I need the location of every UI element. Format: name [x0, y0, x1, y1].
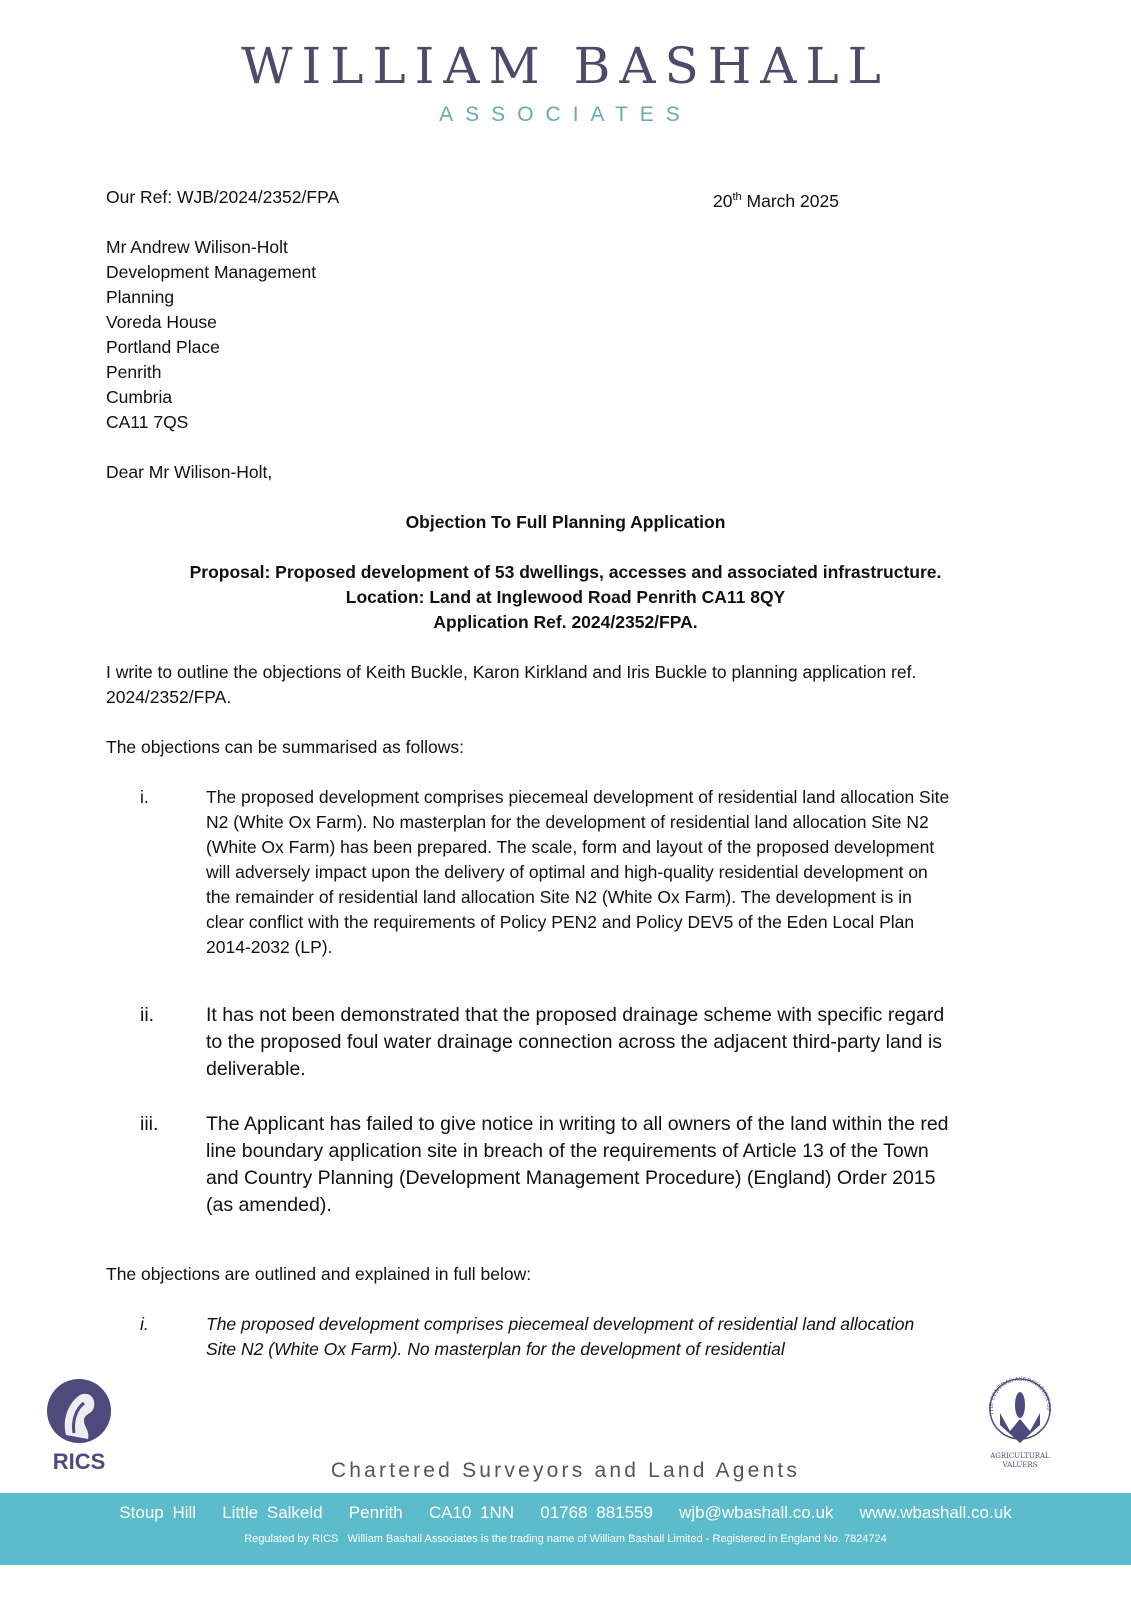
address-line: Planning	[106, 287, 175, 307]
item-number: ii.	[140, 1004, 155, 1026]
item-number: i.	[140, 1314, 149, 1334]
address-line: Mr Andrew Wilison-Holt	[106, 237, 288, 257]
proposal-line: Proposal: Proposed development of 53 dwellings, accesses and associated infrastructure.	[189, 562, 942, 582]
cav-label: AGRICULTURAL VALUERS	[990, 1452, 1050, 1469]
item-text: The proposed development comprises piecemeal development of residential land allocation Site N2 (White Ox Farm). No masterplan for the development of residential	[206, 1314, 915, 1359]
recipient-address	[106, 235, 316, 435]
cav-ring-text: THE CENTRAL ASSOCIATION OF	[988, 1376, 1052, 1416]
letter-title: Objection To Full Planning Application	[405, 512, 726, 532]
item-number: i.	[140, 787, 149, 807]
letterhead-subtitle: ASSOCIATES	[439, 103, 692, 126]
address-line: CA11 7QS	[106, 412, 189, 432]
salutation: Dear Mr Wilison-Holt,	[106, 462, 273, 482]
summary-heading: The objections can be summarised as follows:	[106, 737, 464, 757]
intro-paragraph: I write to outline the objections of Keith Buckle, Karon Kirkland and Iris Buckle to planning application ref. 2024/2352/FPA.	[106, 662, 917, 707]
cav-wheat-icon	[978, 1375, 1062, 1447]
address-line: Portland Place	[106, 337, 220, 357]
outlined-heading: The objections are outlined and explained in full below:	[106, 1264, 532, 1284]
letterhead-name: WILLIAM BASHALL	[241, 37, 890, 95]
address-line: Voreda House	[106, 312, 217, 332]
our-ref: Our Ref: WJB/2024/2352/FPA	[106, 187, 340, 207]
address-line: Penrith	[106, 362, 162, 382]
footer-contact: Stoup Hill Little Salkeld Penrith CA10 1NN 01768 881559 wjb@wbashall.co.uk www.wbashall.co.uk	[119, 1503, 1012, 1522]
rics-logo	[44, 1375, 114, 1474]
item-text: It has not been demonstrated that the proposed drainage scheme with specific regard to the proposed foul water drainage connection across the adjacent third-party land is deliverable.	[206, 1004, 945, 1080]
footer-legal: Regulated by RICS William Bashall Associates is the trading name of William Bashall Limited - Registered in England No. 7824724	[244, 1533, 887, 1545]
rics-lion-icon	[44, 1375, 114, 1445]
address-line: Cumbria	[106, 387, 173, 407]
date-suffix: th	[732, 191, 742, 203]
letter-date	[713, 185, 839, 214]
address-line: Development Management	[106, 262, 317, 282]
application-ref-line: Application Ref. 2024/2352/FPA.	[433, 612, 698, 632]
footer-tagline: Chartered Surveyors and Land Agents	[330, 1459, 801, 1482]
item-text: The proposed development comprises piecemeal development of residential land allocation Site N2 (White Ox Farm). No masterplan for the development of residential land allocation Site N2 (White Ox Farm) has been prepared. The scale, form and layout of the proposed development will adversely impact upon the delivery of optimal and high-quality residential development on the remainder of residential land allocation Site N2 (White Ox Farm). The development is in clear conflict with the requirements of Policy PEN2 and Policy DEV5 of the Eden Local Plan 2014-2032 (LP).	[206, 787, 950, 957]
item-number: iii.	[140, 1113, 159, 1135]
date-rest: March 2025	[741, 190, 839, 211]
date-day: 20	[713, 190, 733, 211]
item-text: The Applicant has failed to give notice in writing to all owners of the land within the red line boundary application site in breach of the requirements of Article 13 of the Town and Country Planning (Development Management Procedure) (England) Order 2015 (as amended).	[206, 1113, 949, 1216]
rics-label: RICS	[52, 1449, 106, 1474]
location-line: Location: Land at Inglewood Road Penrith CA11 8QY	[345, 587, 786, 607]
